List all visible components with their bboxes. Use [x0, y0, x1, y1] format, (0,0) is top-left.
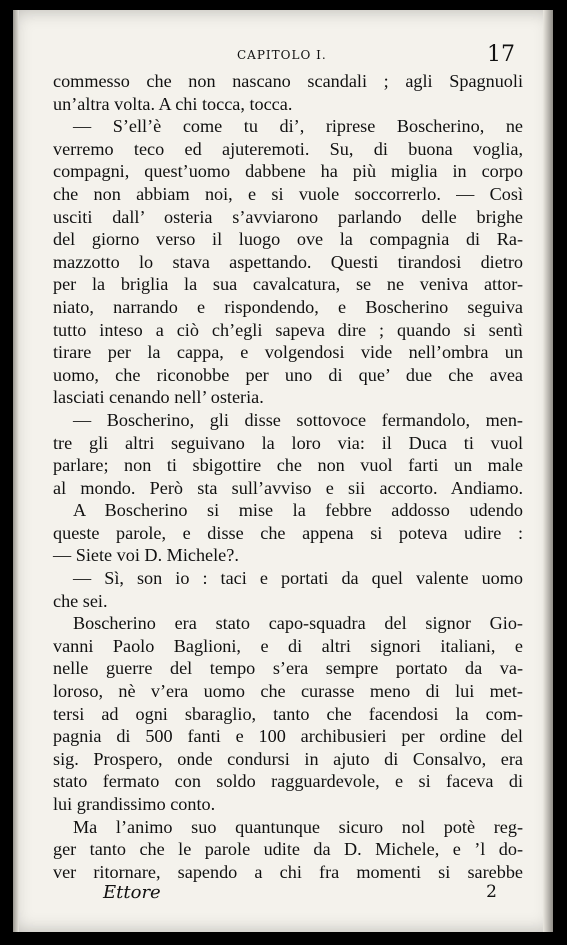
- text-line: ger tanto che le parole udite da D. Michele, e ’l do-: [53, 839, 523, 860]
- text-line: loroso, nè v’era uomo che curasse meno di lui met-: [53, 681, 523, 702]
- printer-signature: Ettore: [103, 882, 161, 903]
- text-line: queste parole, e disse che appena si poteva udire :: [53, 522, 523, 543]
- text-line: A Boscherino si mise la febbre addosso udendo: [73, 500, 523, 521]
- text-line: — S’ell’è come tu di’, riprese Boscherino, ne: [73, 116, 523, 137]
- book-page: [13, 10, 553, 932]
- text-line: pagnia di 500 fanti e 100 archibusieri per ordine del: [53, 726, 523, 747]
- text-line: del giorno verso il luogo ove la compagnia di Ra-: [53, 229, 523, 250]
- text-line: tutto inteso a ciò ch’egli sapeva dire ; quando si sentì: [53, 319, 523, 340]
- page-number: 17: [487, 42, 515, 67]
- text-line: lasciati cenando nell’ osteria.: [53, 387, 264, 408]
- text-line: — Siete voi D. Michele?.: [53, 545, 239, 566]
- text-line: mazzotto lo stava aspettando. Questi tirandosi dietro: [53, 251, 523, 272]
- text-line: ver ritornare, sapendo a chi fra momenti si sarebbe: [53, 861, 523, 882]
- text-line: tre gli altri seguivano la loro via: il Duca ti vuol: [53, 432, 523, 453]
- text-line: sig. Prospero, onde condursi in ajuto di Consalvo, era: [53, 748, 523, 769]
- text-line: — Boscherino, gli disse sottovoce fermandolo, men-: [73, 409, 523, 430]
- text-line: tirare per la cappa, e volgendosi vide nell’ombra un: [53, 342, 523, 363]
- text-line: che sei.: [53, 590, 108, 611]
- text-line: verremo teco ed ajuteremoti. Su, di buona voglia,: [53, 138, 523, 159]
- text-line: Boscherino era stato capo-squadra del signor Gio-: [73, 613, 523, 634]
- text-line: lui grandissimo conto.: [53, 794, 216, 814]
- text-line: nelle guerre del tempo s’era sempre portato da va-: [53, 658, 523, 679]
- text-line: tersi ad ogni sbaraglio, tanto che facendosi la com-: [53, 703, 523, 724]
- running-header: [13, 42, 553, 72]
- text-line: — Sì, son io : taci e portati da quel valente uomo: [73, 568, 523, 589]
- page-footer: [13, 882, 553, 908]
- page-left-edge: [13, 10, 19, 932]
- text-line: un’altra volta. A chi tocca, tocca.: [53, 93, 293, 114]
- chapter-heading: CAPITOLO I.: [237, 48, 327, 62]
- text-line: niato, narrando e rispondendo, e Boscherino seguiva: [53, 296, 523, 317]
- text-line: Ma l’animo suo quantunque sicuro nol potè reg-: [73, 816, 523, 837]
- text-line: parlare; non ti sbigottire che non vuol farti un male: [53, 455, 523, 476]
- text-line: per la briglia la sua cavalcatura, se ne veniva attor-: [53, 274, 523, 295]
- text-line: stato fermato con soldo ragguardevole, e si faceva di: [53, 771, 523, 792]
- text-line: compagni, quest’uomo dabbene ha più miglia in corpo: [53, 161, 523, 182]
- text-line: uomo, che riconobbe per uno di que’ due che avea: [53, 364, 523, 385]
- page-right-edge: [543, 10, 553, 932]
- text-line: vanni Paolo Baglioni, e di altri signori italiani, e: [53, 635, 523, 656]
- text-line: commesso che non nascano scandali ; agli Spagnuoli: [53, 71, 523, 91]
- text-line: che non abbiam noi, e si vuole soccorrerlo. — Così: [53, 183, 523, 204]
- signature-number: 2: [486, 882, 497, 902]
- text-line: al mondo. Però sta sull’avviso e sii accorto. Andiamo.: [53, 477, 523, 498]
- body-text: [53, 70, 523, 883]
- text-line: usciti dall’ osteria s’avviarono parlando delle brighe: [53, 206, 523, 227]
